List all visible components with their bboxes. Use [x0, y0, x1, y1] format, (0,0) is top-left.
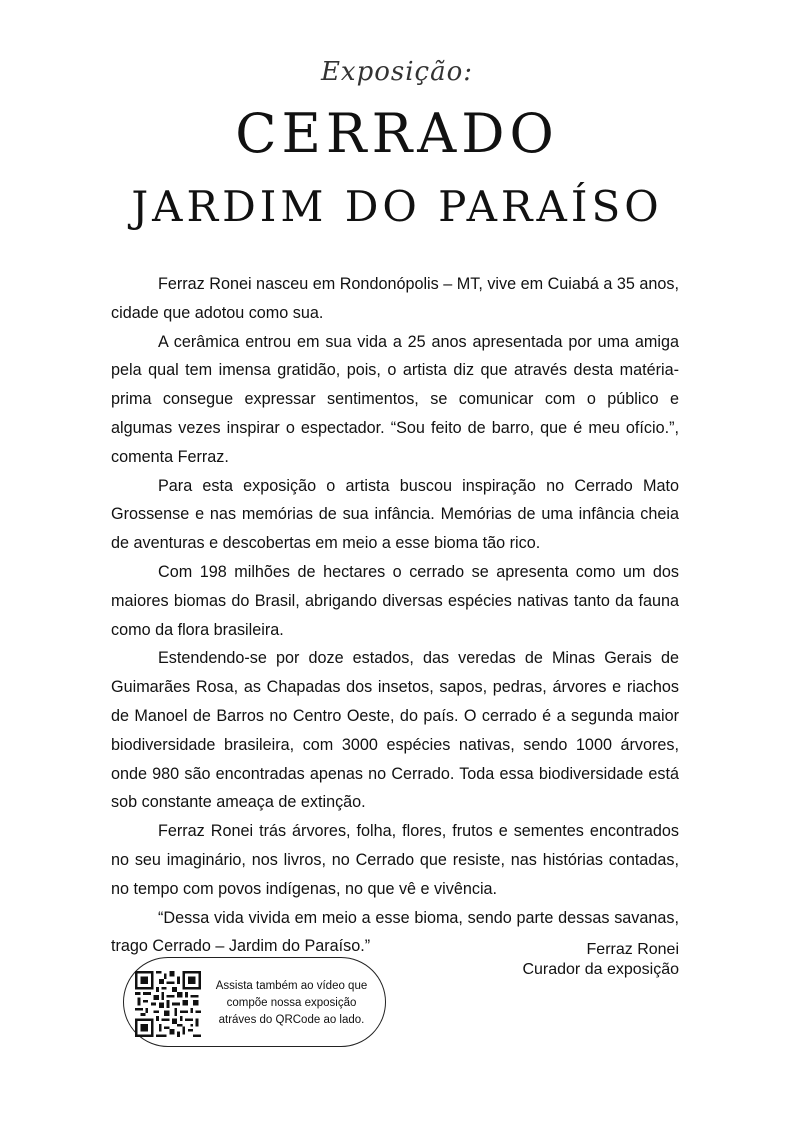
qr-callout-line: Assista também ao vídeo que	[215, 980, 368, 992]
paragraph: Ferraz Ronei trás árvores, folha, flores, frutos e sementes encontrados no seu imaginário, nos livros, no Cerrado que resiste, nas histórias contadas, no tempo com povos indígenas, no que vê e vivência.	[111, 822, 679, 898]
exhibition-subtitle: JARDIM DO PARAÍSO	[131, 182, 663, 231]
qr-callout	[123, 957, 386, 1047]
paragraph: “Dessa vida vivida em meio a esse bioma, sendo parte dessas savanas, trago Cerrado – Jardim do Paraíso.”	[111, 908, 679, 956]
exhibition-kicker: Exposição:	[320, 57, 474, 87]
qr-callout-text	[204, 978, 379, 1029]
qr-callout-line: compõe nossa exposição	[226, 997, 357, 1009]
signature-name: Ferraz Ronei	[586, 941, 679, 958]
paragraph: Com 198 milhões de hectares o cerrado se apresenta como um dos maiores biomas do Brasil, abrigando diversas espécies nativas tanto da fauna como da flora brasileira.	[111, 562, 679, 639]
paragraph: Estendendo-se por doze estados, das veredas de Minas Gerais de Guimarães Rosa, as Chapadas dos insetos, sapos, pedras, árvores e riachos de Manoel de Barros no Centro Oeste, do país. O cerrado é a segunda maior biodiversidade brasileira, com 3000 espécies nativas, sendo 1000 árvores, onde 980 são encontradas apenas no Cerrado. Toda essa biodiversidade está sob constante ameaça de extinção.	[111, 649, 679, 812]
qr-code-icon[interactable]	[135, 971, 201, 1037]
exhibition-title: CERRADO	[235, 102, 559, 165]
paragraph: Para esta exposição o artista buscou inspiração no Cerrado Mato Grossense e nas memórias de sua infância. Memórias de uma infância cheia de aventuras e descobertas em meio a esse bioma tão rico.	[111, 476, 679, 553]
paragraph: Ferraz Ronei nasceu em Rondonópolis – MT, vive em Cuiabá a 35 anos, cidade que adotou como sua.	[111, 275, 679, 322]
body-text	[111, 270, 679, 961]
paragraph: A cerâmica entrou em sua vida a 25 anos apresentada por uma amiga pela qual tem imensa gratidão, pois, o artista diz que através desta matéria-prima consegue expressar sentimentos, se comunicar com o público e algumas vezes inspirar o espectador. “Sou feito de barro, que é meu ofício.”, comenta Ferraz.	[111, 332, 679, 466]
qr-callout-line: atráves do QRCode ao lado.	[218, 1014, 365, 1026]
signature-block	[440, 940, 679, 980]
signature-role: Curador da exposição	[522, 961, 679, 978]
